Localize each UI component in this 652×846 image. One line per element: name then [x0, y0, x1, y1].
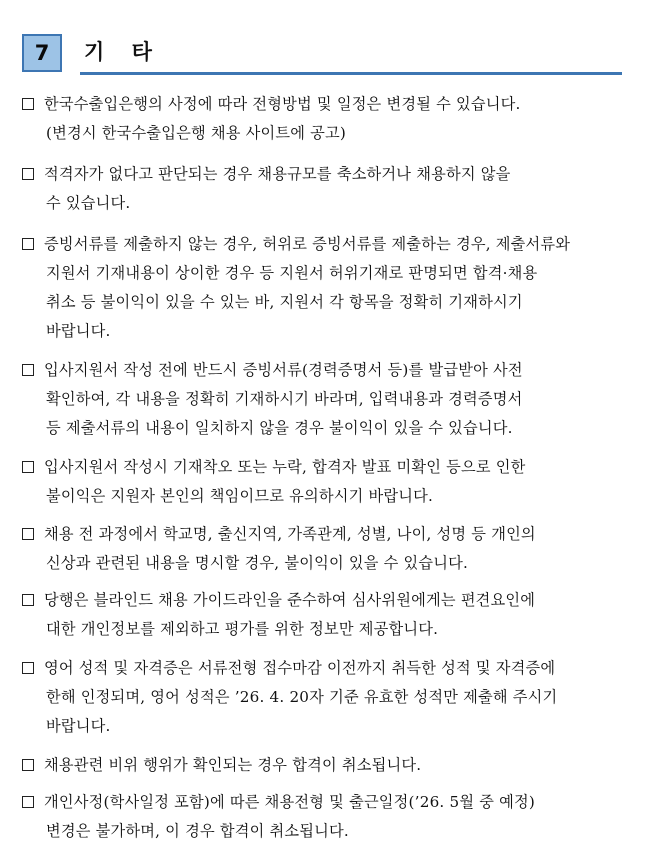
list-item-line: 한해 인정되며, 영어 성적은 ’26. 4. 20자 기준 유효한 성적만 제출해 주시기 — [46, 688, 558, 706]
list-item-text — [44, 453, 626, 511]
list-item-line: 증빙서류를 제출하지 않는 경우, 허위로 증빙서류를 제출하는 경우, 제출서류와 — [44, 235, 571, 253]
list-item-line: 대한 개인정보를 제외하고 평가를 위한 정보만 제공합니다. — [46, 620, 439, 638]
list-item-line: 한국수출입은행의 사정에 따라 전형방법 및 일정은 변경될 수 있습니다. — [44, 95, 521, 113]
checkbox-bullet-icon — [22, 759, 34, 771]
list-item-line: 적격자가 없다고 판단되는 경우 채용규모를 축소하거나 채용하지 않을 — [44, 165, 511, 183]
list-item — [22, 520, 626, 578]
list-item-line: 변경은 불가하며, 이 경우 합격이 취소됩니다. — [46, 822, 349, 840]
list-item-text — [44, 520, 626, 578]
list-item-line: 당행은 블라인드 채용 가이드라인을 준수하여 심사위원에게는 편견요인에 — [44, 591, 536, 609]
list-item — [22, 230, 626, 346]
checkbox-bullet-icon — [22, 98, 34, 110]
section-header — [22, 34, 622, 76]
list-item-line: 바랍니다. — [46, 717, 111, 735]
section-title: 기 타 — [84, 40, 162, 64]
checkbox-bullet-icon — [22, 238, 34, 250]
list-item-line: 입사지원서 작성시 기재착오 또는 누락, 합격자 발표 미확인 등으로 인한 — [44, 458, 526, 476]
section-number-badge: 7 — [22, 34, 62, 72]
list-item-line: 신상과 관련된 내용을 명시할 경우, 불이익이 있을 수 있습니다. — [46, 554, 469, 572]
list-item-text — [44, 586, 626, 644]
checkbox-bullet-icon — [22, 168, 34, 180]
list-item-text — [44, 90, 626, 148]
list-item-text — [44, 788, 626, 846]
checkbox-bullet-icon — [22, 594, 34, 606]
list-item-line: 영어 성적 및 자격증은 서류전형 접수마감 이전까지 취득한 성적 및 자격증에 — [44, 659, 556, 677]
list-item-line: 바랍니다. — [46, 322, 111, 340]
list-item-line: 수 있습니다. — [46, 194, 131, 212]
list-item — [22, 453, 626, 511]
checkbox-bullet-icon — [22, 662, 34, 674]
list-item — [22, 788, 626, 846]
checkbox-bullet-icon — [22, 528, 34, 540]
checkbox-bullet-icon — [22, 364, 34, 376]
notice-list — [22, 90, 626, 846]
list-item-line: 확인하여, 각 내용을 정확히 기재하시기 바라며, 입력내용과 경력증명서 — [46, 390, 523, 408]
list-item-text — [44, 160, 626, 218]
list-item-text — [44, 230, 626, 346]
checkbox-bullet-icon — [22, 461, 34, 473]
list-item — [22, 160, 626, 218]
list-item-line: (변경시 한국수출입은행 채용 사이트에 공고) — [46, 124, 347, 142]
list-item-text — [44, 654, 626, 741]
list-item-line: 취소 등 불이익이 있을 수 있는 바, 지원서 각 항목을 정확히 기재하시기 — [46, 293, 523, 311]
section-underline — [80, 72, 622, 75]
list-item-line: 채용관련 비위 행위가 확인되는 경우 합격이 취소됩니다. — [44, 756, 422, 774]
list-item-text — [44, 356, 626, 443]
list-item — [22, 90, 626, 148]
list-item-text — [44, 751, 626, 780]
list-item-line: 불이익은 지원자 본인의 책임이므로 유의하시기 바랍니다. — [46, 487, 434, 505]
list-item — [22, 654, 626, 741]
list-item — [22, 356, 626, 443]
list-item-line: 등 제출서류의 내용이 일치하지 않을 경우 불이익이 있을 수 있습니다. — [46, 419, 513, 437]
list-item — [22, 751, 626, 780]
list-item — [22, 586, 626, 644]
list-item-line: 채용 전 과정에서 학교명, 출신지역, 가족관계, 성별, 나이, 성명 등 개인의 — [44, 525, 536, 543]
list-item-line: 입사지원서 작성 전에 반드시 증빙서류(경력증명서 등)를 발급받아 사전 — [44, 361, 523, 379]
list-item-line: 개인사정(학사일정 포함)에 따른 채용전형 및 출근일정(’26. 5월 중 예정) — [44, 793, 536, 811]
list-item-line: 지원서 기재내용이 상이한 경우 등 지원서 허위기재로 판명되면 합격·채용 — [46, 264, 538, 282]
checkbox-bullet-icon — [22, 796, 34, 808]
